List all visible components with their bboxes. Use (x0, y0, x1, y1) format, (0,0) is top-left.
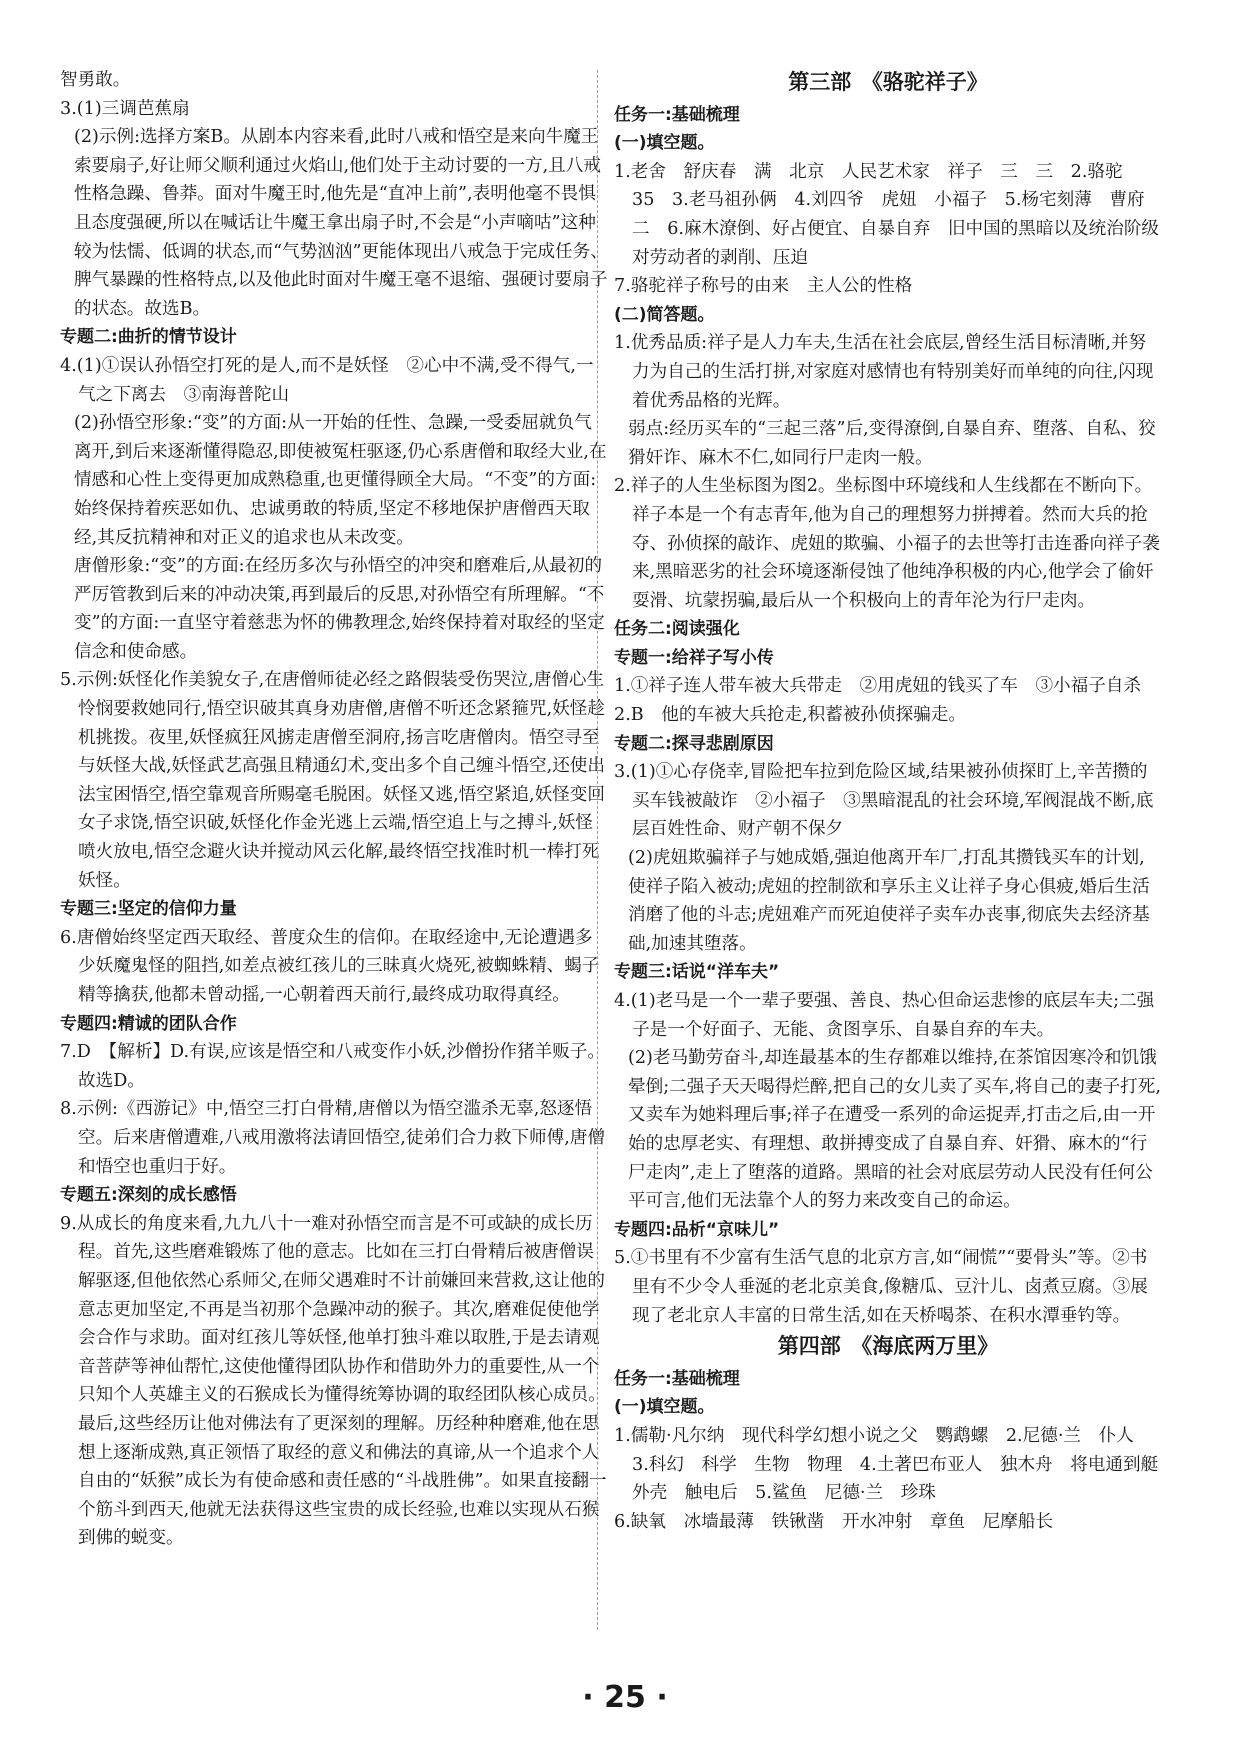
answer-paragraph: 1.优秀品质:祥子是人力车夫,生活在社会底层,曾经生活目标清晰,并努力为自己的生活打拼,对家庭对感情也有特别美好而单纯的向往,闪现着优秀品格的光辉。 (614, 333, 1154, 411)
answer-paragraph: 弱点:经历买车的“三起三落”后,变得潦倒,自暴自弃、堕落、自私、狡猾奸诈、麻木不仁,如同行尸走肉一般。 (628, 419, 1156, 468)
answer-paragraph: 6.缺氧 冰墙最薄 铁锹凿 开水冲射 章鱼 尼摩船长 (614, 1511, 1054, 1532)
answer-paragraph: (2)孙悟空形象:“变”的方面:从一开始的任性、急躁,一受委屈就负气离开,到后来逐渐懂得隐忍,即使被冤枉驱逐,仍心系唐僧和取经大业,在情感和心性上变得更加成熟稳重,也更懂得顾全大局。“不变”的方面:始终保持着疾恶如仇、忠诚勇敢的特质,坚定不移地保护唐僧西天取经,其反抗精神和对正义的追求也从未改变。 (74, 413, 607, 548)
section-heading: 专题三:坚定的信仰力量 (60, 899, 237, 920)
answer-paragraph: 1.①祥子连人带车被大兵带走 ②用虎妞的钱买了车 ③小福子自杀 (614, 676, 1142, 697)
section-heading: 专题二:探寻悲剧原因 (614, 733, 774, 754)
answer-paragraph: 4.(1)①误认孙悟空打死的是人,而不是妖怪 ②心中不满,受不得气,一气之下离去 ③南海普陀山 (60, 355, 594, 405)
answer-paragraph: 唐僧形象:“变”的方面:在经历多次与孙悟空的冲突和磨难后,从最初的严厉管教到后来的冲动决策,再到最后的反思,对孙悟空有所理解。“不变”的方面:一直坚守着慈悲为怀的佛教理念,始终保持着对取经的坚定信念和使命感。 (74, 556, 605, 662)
section-heading: 任务一:基础梳理 (614, 104, 740, 125)
left-column (60, 66, 608, 1553)
section-heading: (二)简答题。 (614, 304, 715, 325)
answer-paragraph: 6.唐僧始终坚定西天取经、普度众生的信仰。在取经途中,无论遭遇多少妖魔鬼怪的阻挡,如差点被红孩儿的三昧真火烧死,被蜘蛛精、蝎子精等擒获,他都未曾动摇,一心朝着西天前行,最终成功取得真经。 (60, 927, 600, 1005)
answer-paragraph: 5.①书里有不少富有生活气息的北京方言,如“闹慌”“要骨头”等。②书里有不少令人垂涎的老北京美食,像糖瓜、豆汁儿、卤煮豆腐。③展现了老北京人丰富的日常生活,如在天桥喝茶、在积水潭垂钓等。 (614, 1248, 1148, 1326)
answer-paragraph: 8.示例:《西游记》中,悟空三打白骨精,唐僧以为悟空滥杀无辜,怒逐悟空。后来唐僧遭难,八戒用激将法请回悟空,徒弟们合力救下师傅,唐僧和悟空也重归于好。 (60, 1099, 605, 1177)
answer-paragraph: 4.(1)老马是一个一辈子要强、善良、热心但命运悲惨的底层车夫;二强子是一个好面子、无能、贪图享乐、自暴自弃的车夫。 (614, 991, 1155, 1040)
section-heading: 任务一:基础梳理 (614, 1368, 740, 1389)
answer-paragraph: 1.老舍 舒庆春 满 北京 人民艺术家 祥子 三 三 2.骆驼 35 3.老马祖孙俩 4.刘四爷 虎妞 小福子 5.杨宅刻薄 曹府 二 6.麻木潦倒、好占便宜、自暴自弃 旧中国的黑暗以及统治阶级对劳动者的剥削、压迫 (614, 161, 1163, 268)
section-heading: 专题四:精诚的团队合作 (60, 1013, 237, 1034)
section-heading: (一)填空题。 (614, 133, 715, 154)
answer-paragraph: 5.示例:妖怪化作美貌女子,在唐僧师徒必经之路假装受伤哭泣,唐僧心生怜悯要救她同行,悟空识破其真身劝唐僧,唐僧不听还念紧箍咒,妖怪趁机挑拨。夜里,妖怪疯狂风掳走唐僧至洞府,扬言吃唐僧肉。悟空寻至与妖怪大战,妖怪武艺高强且精通幻术,变出多个自己缠斗悟空,还使出法宝困悟空,悟空靠观音所赐毫毛脱困。妖怪又逃,悟空紧追,妖怪变回女子求饶,悟空识破,妖怪化作金光逃上云端,悟空追上与之搏斗,妖怪喷火放电,悟空念避火诀并搅动风云化解,最终悟空找准时机一棒打死妖怪。 (60, 670, 605, 891)
answer-paragraph: 2.B 他的车被大兵抢走,积蓄被孙侦探骗走。 (614, 705, 966, 726)
section-heading: 专题三:话说“洋车夫” (614, 962, 780, 983)
page-number: · 25 · (582, 1680, 668, 1715)
section-heading: 任务二:阅读强化 (614, 619, 740, 640)
answer-paragraph: (2)示例:选择方案B。从剧本内容来看,此时八戒和悟空是来向牛魔王索要扇子,好让师父顺利通过火焰山,他们处于主动讨要的一方,且八戒性格急躁、鲁莽。面对牛魔王时,他先是“直冲上前”,表明他毫不畏惧且态度强硬,所以在喊话让牛魔王拿出扇子时,不会是“小声嘀咕”这种较为怯懦、低调的状态,而“气势汹汹”更能体现出八戒急于完成任务、脾气暴躁的性格特点,以及他此时面对牛魔王毫不退缩、强硬讨要扇子的状态。故选B。 (74, 127, 608, 319)
answer-paragraph: 3.(1)①心存侥幸,冒险把车拉到危险区域,结果被孙侦探盯上,辛苦攒的买车钱被敲诈 ②小福子 ③黑暗混乱的社会环境,军阀混战不断,底层百姓性命、财产朝不保夕 (614, 762, 1154, 840)
answer-paragraph: 9.从成长的角度来看,九九八十一难对孙悟空而言是不可或缺的成长历程。首先,这些磨难锻炼了他的意志。比如在三打白骨精后被唐僧误解驱逐,但他依然心系师父,在师父遇难时不计前嫌回来营救,这让他的意志更加坚定,不再是当初那个急躁冲动的猴子。其次,磨难促使他学会合作与求助。面对红孩儿等妖怪,他单打独斗难以取胜,于是去请观音菩萨等神仙帮忙,这使他懂得团队协作和借助外力的重要性,从一个只知个人英雄主义的石猴成长为懂得统筹协调的取经团队核心成员。最后,这些经历让他对佛法有了更深刻的理解。历经种种磨难,他在思想上逐渐成熟,真正领悟了取经的意义和佛法的真谛,从一个追求个人自由的“妖猴”成长为有使命感和责任感的“斗战胜佛”。如果直接翻一个筋斗到西天,他就无法获得这些宝贵的成长经验,也难以实现从石猴到佛的蜕变。 (60, 1213, 607, 1549)
answer-paragraph: 1.儒勒·凡尔纳 现代科学幻想小说之父 鹦鹉螺 2.尼德·兰 仆人 3.科幻 科学 生物 物理 4.土著巴布亚人 独木舟 将电通到艇外壳 触电后 5.鲨鱼 尼德·兰 珍珠 (614, 1425, 1159, 1504)
answer-paragraph: (2)老马勤劳奋斗,却连最基本的生存都难以维持,在茶馆因寒冷和饥饿晕倒;二强子天天喝得烂醉,把自己的女儿卖了买车,将自己的妻子打死,又卖车为她料理后事;祥子在遭受一系列的命运捉弄,打击之后,由一开始的忠厚老实、有理想、敢拼搏变成了自暴自弃、奸猾、麻木的“行尸走肉”,走上了堕落的道路。黑暗的社会对底层劳动人民没有任何公平可言,他们无法靠个人的努力来改变自己的命运。 (628, 1048, 1161, 1212)
answer-paragraph: (2)虎妞欺骗祥子与她成婚,强迫他离开车厂,打乱其攒钱买车的计划,使祥子陷入被动;虎妞的控制欲和享乐主义让祥子身心俱疲,婚后生活消磨了他的斗志;虎妞难产而死迫使祥子卖车办丧事,彻底失去经济基础,加速其堕落。 (628, 848, 1150, 954)
answer-paragraph: 7.D 【解析】D.有误,应该是悟空和八戒变作小妖,沙僧扮作猪羊贩子。故选D。 (60, 1042, 605, 1091)
right-column (614, 66, 1162, 1536)
column-divider (597, 70, 598, 1630)
answer-paragraph: 3.(1)三调芭蕉扇 (60, 98, 190, 119)
part-title: 第三部 《骆驼祥子》 (788, 70, 988, 94)
answer-paragraph: 2.祥子的人生坐标图为图2。坐标图中环境线和人生线都在不断向下。祥子本是一个有志青年,他为自己的理想努力拼搏着。然而大兵的抢夺、孙侦探的敲诈、虎妞的欺骗、小福子的去世等打击连番向祥子袭来,黑暗恶劣的社会环境逐渐侵蚀了他纯净积极的内心,他学会了偷奸耍滑、坑蒙拐骗,最后从一个积极向上的青年沦为行尸走肉。 (614, 476, 1160, 611)
section-heading: 专题五:深刻的成长感悟 (60, 1185, 237, 1206)
answer-paragraph: 智勇敢。 (60, 70, 131, 90)
part-title: 第四部 《海底两万里》 (777, 1334, 999, 1359)
section-heading: (一)填空题。 (614, 1397, 715, 1418)
section-heading: 专题一:给祥子写小传 (614, 647, 774, 668)
section-heading: 专题四:品析“京味儿” (614, 1219, 780, 1240)
section-heading: 专题二:曲折的情节设计 (60, 327, 237, 348)
answer-paragraph: 7.骆驼祥子称号的由来 主人公的性格 (614, 276, 913, 297)
